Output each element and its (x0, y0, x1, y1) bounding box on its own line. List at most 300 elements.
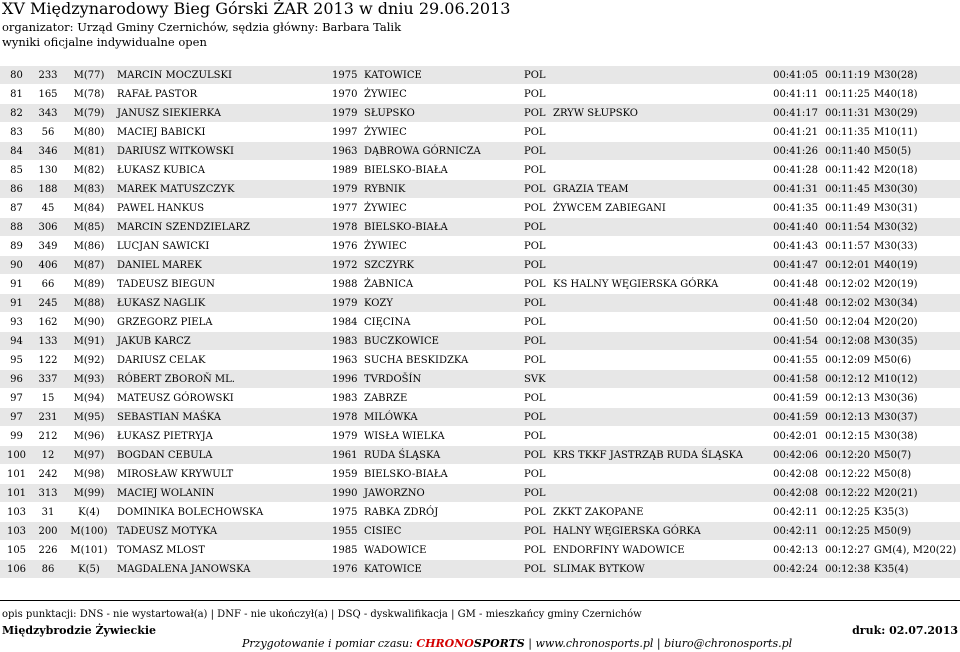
cell-age-category: M10(11) (872, 123, 960, 142)
cell-time: 00:42:24 (769, 560, 820, 579)
cell-country: POL (522, 408, 551, 427)
cell-time-gap: 00:12:09 (820, 351, 872, 370)
cell-category-place: M(95) (63, 408, 115, 427)
cell-category-place: M(79) (63, 104, 115, 123)
cell-bib: 245 (33, 294, 63, 313)
cell-time-gap: 00:11:49 (820, 199, 872, 218)
cell-place: 91 (0, 275, 33, 294)
cell-time-gap: 00:12:22 (820, 484, 872, 503)
cell-time-gap: 00:12:08 (820, 332, 872, 351)
cell-name: MAREK MATUSZCZYK (115, 180, 330, 199)
cell-club (551, 85, 769, 104)
cell-time-gap: 00:12:25 (820, 503, 872, 522)
table-row (0, 161, 960, 180)
cell-club (551, 408, 769, 427)
cell-category-place: M(91) (63, 332, 115, 351)
cell-birth-year: 1975 (330, 66, 362, 85)
cell-bib: 188 (33, 180, 63, 199)
table-row (0, 503, 960, 522)
cell-time: 00:42:01 (769, 427, 820, 446)
cell-age-category: M50(5) (872, 142, 960, 161)
table-row (0, 446, 960, 465)
cell-category-place: M(90) (63, 313, 115, 332)
table-row (0, 104, 960, 123)
cell-birth-year: 1985 (330, 541, 362, 560)
cell-country: POL (522, 85, 551, 104)
cell-place: 95 (0, 351, 33, 370)
cell-city: KOZY (362, 294, 522, 313)
table-row (0, 237, 960, 256)
cell-age-category: M30(34) (872, 294, 960, 313)
cell-age-category: M20(18) (872, 161, 960, 180)
table-row (0, 427, 960, 446)
cell-club (551, 389, 769, 408)
cell-bib: 15 (33, 389, 63, 408)
cell-city: CIĘCINA (362, 313, 522, 332)
cell-category-place: M(99) (63, 484, 115, 503)
cell-time-gap: 00:12:02 (820, 275, 872, 294)
table-row (0, 199, 960, 218)
cell-age-category: M50(7) (872, 446, 960, 465)
cell-birth-year: 1979 (330, 104, 362, 123)
cell-club (551, 427, 769, 446)
table-row (0, 256, 960, 275)
cell-country: POL (522, 275, 551, 294)
cell-age-category: M30(36) (872, 389, 960, 408)
cell-place: 81 (0, 85, 33, 104)
cell-club: ENDORFINY WADOWICE (551, 541, 769, 560)
cell-bib: 346 (33, 142, 63, 161)
cell-birth-year: 1970 (330, 85, 362, 104)
cell-city: BIELSKO-BIAŁA (362, 465, 522, 484)
cell-birth-year: 1975 (330, 503, 362, 522)
cell-birth-year: 1959 (330, 465, 362, 484)
cell-time-gap: 00:12:27 (820, 541, 872, 560)
cell-age-category: M30(37) (872, 408, 960, 427)
cell-time: 00:41:31 (769, 180, 820, 199)
cell-birth-year: 1963 (330, 142, 362, 161)
cell-city: BIELSKO-BIAŁA (362, 218, 522, 237)
cell-name: LUCJAN SAWICKI (115, 237, 330, 256)
cell-time: 00:41:48 (769, 294, 820, 313)
cell-birth-year: 1972 (330, 256, 362, 275)
results-rows (0, 66, 960, 579)
cell-bib: 212 (33, 427, 63, 446)
cell-birth-year: 1983 (330, 332, 362, 351)
cell-club: ŻYWCEM ZABIEGANI (551, 199, 769, 218)
cell-country: POL (522, 123, 551, 142)
cell-time: 00:42:08 (769, 465, 820, 484)
cell-city: ŻABNICA (362, 275, 522, 294)
cell-bib: 200 (33, 522, 63, 541)
cell-category-place: M(77) (63, 66, 115, 85)
cell-place: 105 (0, 541, 33, 560)
cell-bib: 337 (33, 370, 63, 389)
cell-country: POL (522, 560, 551, 579)
cell-category-place: M(92) (63, 351, 115, 370)
cell-birth-year: 1983 (330, 389, 362, 408)
cell-birth-year: 1955 (330, 522, 362, 541)
cell-time: 00:41:35 (769, 199, 820, 218)
cell-age-category: M30(31) (872, 199, 960, 218)
cell-country: POL (522, 332, 551, 351)
cell-place: 93 (0, 313, 33, 332)
results-table (0, 66, 960, 579)
cell-age-category: M40(19) (872, 256, 960, 275)
cell-city: MILÓWKA (362, 408, 522, 427)
table-row (0, 351, 960, 370)
cell-time-gap: 00:12:38 (820, 560, 872, 579)
cell-country: POL (522, 484, 551, 503)
table-row (0, 66, 960, 85)
cell-name: DARIUSZ WITKOWSKI (115, 142, 330, 161)
cell-club (551, 161, 769, 180)
cell-country: POL (522, 351, 551, 370)
cell-category-place: M(84) (63, 199, 115, 218)
cell-name: MIROSŁAW KRYWULT (115, 465, 330, 484)
cell-bib: 165 (33, 85, 63, 104)
cell-age-category: M50(9) (872, 522, 960, 541)
cell-category-place: M(81) (63, 142, 115, 161)
cell-bib: 313 (33, 484, 63, 503)
cell-club (551, 351, 769, 370)
cell-time: 00:41:47 (769, 256, 820, 275)
cell-name: MARCIN SZENDZIELARZ (115, 218, 330, 237)
cell-time: 00:42:08 (769, 484, 820, 503)
cell-time: 00:41:59 (769, 408, 820, 427)
cell-time: 00:41:54 (769, 332, 820, 351)
table-row (0, 123, 960, 142)
cell-age-category: M20(21) (872, 484, 960, 503)
cell-time-gap: 00:12:02 (820, 294, 872, 313)
cell-name: ŁUKASZ KUBICA (115, 161, 330, 180)
cell-place: 96 (0, 370, 33, 389)
cell-time-gap: 00:11:45 (820, 180, 872, 199)
cell-category-place: M(94) (63, 389, 115, 408)
cell-time-gap: 00:12:13 (820, 408, 872, 427)
cell-time: 00:41:05 (769, 66, 820, 85)
cell-category-place: M(98) (63, 465, 115, 484)
cell-time-gap: 00:11:57 (820, 237, 872, 256)
cell-country: POL (522, 294, 551, 313)
cell-category-place: M(88) (63, 294, 115, 313)
cell-city: ŻYWIEC (362, 123, 522, 142)
cell-club (551, 465, 769, 484)
cell-time-gap: 00:12:15 (820, 427, 872, 446)
cell-city: SUCHA BESKIDZKA (362, 351, 522, 370)
table-row (0, 332, 960, 351)
cell-time: 00:41:21 (769, 123, 820, 142)
cell-age-category: M40(18) (872, 85, 960, 104)
cell-birth-year: 1963 (330, 351, 362, 370)
cell-age-category: M30(30) (872, 180, 960, 199)
cell-time-gap: 00:11:31 (820, 104, 872, 123)
table-row (0, 180, 960, 199)
cell-birth-year: 1984 (330, 313, 362, 332)
cell-place: 85 (0, 161, 33, 180)
cell-place: 97 (0, 389, 33, 408)
cell-name: JAKUB KARCZ (115, 332, 330, 351)
cell-bib: 86 (33, 560, 63, 579)
cell-place: 101 (0, 484, 33, 503)
cell-club: KRS TKKF JASTRZĄB RUDA ŚLĄSKA (551, 446, 769, 465)
cell-time-gap: 00:12:13 (820, 389, 872, 408)
table-row (0, 465, 960, 484)
cell-country: POL (522, 389, 551, 408)
cell-birth-year: 1990 (330, 484, 362, 503)
cell-category-place: M(80) (63, 123, 115, 142)
cell-city: DĄBROWA GÓRNICZA (362, 142, 522, 161)
cell-place: 88 (0, 218, 33, 237)
cell-category-place: M(85) (63, 218, 115, 237)
cell-city: RABKA ZDRÓJ (362, 503, 522, 522)
cell-bib: 406 (33, 256, 63, 275)
cell-name: PAWEL HANKUS (115, 199, 330, 218)
cell-place: 91 (0, 294, 33, 313)
event-place: Międzybrodzie Żywieckie (2, 624, 157, 637)
cell-age-category: M30(29) (872, 104, 960, 123)
cell-name: RÓBERT ZBOROŇ ML. (115, 370, 330, 389)
cell-name: SEBASTIAN MAŚKA (115, 408, 330, 427)
cell-time: 00:41:55 (769, 351, 820, 370)
cell-time: 00:41:48 (769, 275, 820, 294)
cell-birth-year: 1976 (330, 237, 362, 256)
cell-place: 99 (0, 427, 33, 446)
cell-birth-year: 1989 (330, 161, 362, 180)
cell-category-place: M(82) (63, 161, 115, 180)
cell-country: POL (522, 522, 551, 541)
table-row (0, 313, 960, 332)
cell-club: KS HALNY WĘGIERSKA GÓRKA (551, 275, 769, 294)
cell-time: 00:41:58 (769, 370, 820, 389)
cell-city: RUDA ŚLĄSKA (362, 446, 522, 465)
cell-place: 83 (0, 123, 33, 142)
cell-category-place: M(101) (63, 541, 115, 560)
results-subtitle: wyniki oficjalne indywidualne open (2, 35, 207, 49)
table-row (0, 541, 960, 560)
cell-name: DANIEL MAREK (115, 256, 330, 275)
cell-name: MACIEJ WOLANIN (115, 484, 330, 503)
cell-birth-year: 1988 (330, 275, 362, 294)
table-row (0, 85, 960, 104)
cell-city: SŁUPSKO (362, 104, 522, 123)
cell-time-gap: 00:11:42 (820, 161, 872, 180)
cell-bib: 122 (33, 351, 63, 370)
cell-place: 90 (0, 256, 33, 275)
cell-category-place: M(78) (63, 85, 115, 104)
cell-city: WISŁA WIELKA (362, 427, 522, 446)
print-date: druk: 02.07.2013 (852, 624, 958, 637)
cell-place: 106 (0, 560, 33, 579)
cell-place: 89 (0, 237, 33, 256)
cell-category-place: K(4) (63, 503, 115, 522)
cell-age-category: M30(28) (872, 66, 960, 85)
cell-birth-year: 1979 (330, 294, 362, 313)
cell-city: TVRDOŠÍN (362, 370, 522, 389)
cell-time: 00:41:43 (769, 237, 820, 256)
cell-place: 100 (0, 446, 33, 465)
cell-city: BUCZKOWICE (362, 332, 522, 351)
cell-time-gap: 00:12:20 (820, 446, 872, 465)
cell-bib: 66 (33, 275, 63, 294)
table-row (0, 370, 960, 389)
cell-country: POL (522, 541, 551, 560)
cell-place: 97 (0, 408, 33, 427)
cell-time: 00:42:13 (769, 541, 820, 560)
cell-club: HALNY WĘGIERSKA GÓRKA (551, 522, 769, 541)
cell-place: 103 (0, 522, 33, 541)
cell-club (551, 66, 769, 85)
brand-sports: SPORTS (473, 637, 525, 650)
cell-category-place: M(89) (63, 275, 115, 294)
cell-country: POL (522, 218, 551, 237)
cell-club (551, 237, 769, 256)
cell-name: MARCIN MOCZULSKI (115, 66, 330, 85)
cell-time: 00:41:28 (769, 161, 820, 180)
cell-club (551, 218, 769, 237)
cell-bib: 343 (33, 104, 63, 123)
cell-time-gap: 00:11:54 (820, 218, 872, 237)
cell-name: JANUSZ SIEKIERKA (115, 104, 330, 123)
cell-birth-year: 1996 (330, 370, 362, 389)
cell-birth-year: 1979 (330, 427, 362, 446)
cell-time: 00:42:11 (769, 503, 820, 522)
cell-country: POL (522, 180, 551, 199)
cell-club (551, 313, 769, 332)
cell-age-category: GM(4), M20(22) (872, 541, 960, 560)
cell-bib: 12 (33, 446, 63, 465)
cell-club (551, 123, 769, 142)
cell-city: ŻYWIEC (362, 237, 522, 256)
cell-bib: 306 (33, 218, 63, 237)
cell-bib: 242 (33, 465, 63, 484)
cell-club (551, 332, 769, 351)
cell-name: ŁUKASZ PIETRYJA (115, 427, 330, 446)
cell-city: SZCZYRK (362, 256, 522, 275)
table-row (0, 142, 960, 161)
cell-place: 87 (0, 199, 33, 218)
scoring-legend: opis punktacji: DNS - nie wystartował(a) | DNF - nie ukończył(a) | DSQ - dyskwalifikacja | GM - mieszkańcy gminy Czernichów (2, 609, 642, 620)
cell-name: TADEUSZ MOTYKA (115, 522, 330, 541)
timing-contacts: | www.chronosports.pl | biuro@chronosports.pl (524, 637, 793, 650)
cell-city: JAWORZNO (362, 484, 522, 503)
cell-bib: 231 (33, 408, 63, 427)
cell-time: 00:42:06 (769, 446, 820, 465)
cell-category-place: M(83) (63, 180, 115, 199)
table-row (0, 218, 960, 237)
cell-bib: 56 (33, 123, 63, 142)
cell-city: RYBNIK (362, 180, 522, 199)
table-row (0, 408, 960, 427)
cell-name: TADEUSZ BIEGUN (115, 275, 330, 294)
cell-name: GRZEGORZ PIELA (115, 313, 330, 332)
cell-age-category: M20(20) (872, 313, 960, 332)
cell-club: ZRYW SŁUPSKO (551, 104, 769, 123)
cell-bib: 133 (33, 332, 63, 351)
cell-age-category: M30(32) (872, 218, 960, 237)
cell-city: ŻYWIEC (362, 199, 522, 218)
cell-city: ŻYWIEC (362, 85, 522, 104)
cell-birth-year: 1976 (330, 560, 362, 579)
cell-country: POL (522, 142, 551, 161)
cell-time-gap: 00:11:40 (820, 142, 872, 161)
cell-bib: 130 (33, 161, 63, 180)
cell-time: 00:41:26 (769, 142, 820, 161)
cell-country: SVK (522, 370, 551, 389)
cell-place: 84 (0, 142, 33, 161)
cell-birth-year: 1997 (330, 123, 362, 142)
cell-birth-year: 1978 (330, 408, 362, 427)
cell-club (551, 256, 769, 275)
cell-name: RAFAŁ PASTOR (115, 85, 330, 104)
table-row (0, 294, 960, 313)
cell-time-gap: 00:11:25 (820, 85, 872, 104)
cell-category-place: M(100) (63, 522, 115, 541)
cell-age-category: M50(8) (872, 465, 960, 484)
cell-place: 103 (0, 503, 33, 522)
cell-age-category: M50(6) (872, 351, 960, 370)
cell-name: BOGDAN CEBULA (115, 446, 330, 465)
cell-city: WADOWICE (362, 541, 522, 560)
timing-credit (242, 637, 792, 651)
cell-age-category: M10(12) (872, 370, 960, 389)
cell-birth-year: 1977 (330, 199, 362, 218)
cell-place: 80 (0, 66, 33, 85)
cell-name: MATEUSZ GÓROWSKI (115, 389, 330, 408)
cell-category-place: M(97) (63, 446, 115, 465)
cell-time: 00:41:17 (769, 104, 820, 123)
timing-prefix: Przygotowanie i pomiar czasu: (242, 637, 417, 650)
cell-country: POL (522, 66, 551, 85)
cell-city: BIELSKO-BIAŁA (362, 161, 522, 180)
cell-country: POL (522, 503, 551, 522)
cell-club (551, 370, 769, 389)
cell-country: POL (522, 199, 551, 218)
cell-time: 00:42:11 (769, 522, 820, 541)
cell-bib: 349 (33, 237, 63, 256)
cell-club: ZKKT ZAKOPANE (551, 503, 769, 522)
brand-chrono: CHRONO (416, 637, 474, 650)
cell-birth-year: 1978 (330, 218, 362, 237)
cell-country: POL (522, 237, 551, 256)
cell-time-gap: 00:11:19 (820, 66, 872, 85)
table-row (0, 560, 960, 579)
cell-birth-year: 1979 (330, 180, 362, 199)
cell-category-place: K(5) (63, 560, 115, 579)
cell-time-gap: 00:12:22 (820, 465, 872, 484)
cell-category-place: M(87) (63, 256, 115, 275)
cell-city: ZABRZE (362, 389, 522, 408)
cell-club (551, 294, 769, 313)
cell-bib: 31 (33, 503, 63, 522)
cell-club (551, 142, 769, 161)
table-row (0, 484, 960, 503)
cell-bib: 162 (33, 313, 63, 332)
cell-category-place: M(93) (63, 370, 115, 389)
cell-place: 86 (0, 180, 33, 199)
cell-age-category: K35(3) (872, 503, 960, 522)
cell-bib: 233 (33, 66, 63, 85)
cell-time: 00:41:40 (769, 218, 820, 237)
cell-name: ŁUKASZ NAGLIK (115, 294, 330, 313)
footer-divider (0, 600, 960, 601)
cell-age-category: M30(35) (872, 332, 960, 351)
organizer-line: organizator: Urząd Gminy Czernichów, sędzia główny: Barbara Talik (2, 20, 402, 34)
cell-time: 00:41:59 (769, 389, 820, 408)
cell-age-category: M30(38) (872, 427, 960, 446)
cell-city: KATOWICE (362, 560, 522, 579)
cell-country: POL (522, 446, 551, 465)
